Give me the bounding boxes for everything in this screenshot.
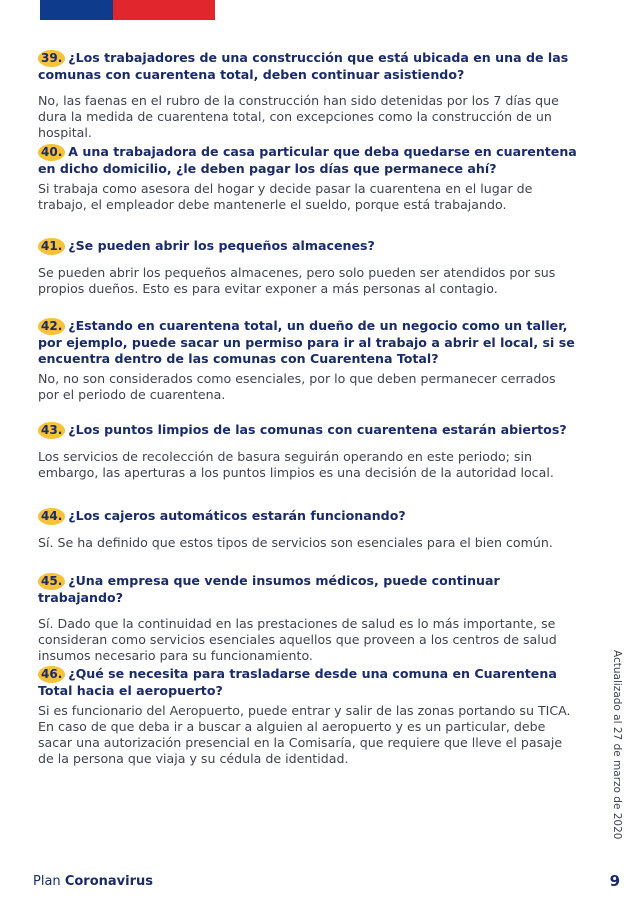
faq-item-40	[38, 144, 578, 213]
question-text: ¿Qué se necesita para trasladarse desde una comuna en Cuarentena Total hacia el aeropuerto?	[38, 666, 557, 698]
faq-question	[38, 50, 578, 83]
question-text: ¿Los trabajadores de una construcción que está ubicada en una de las comunas con cuarentena total, deben continuar asistiendo?	[38, 50, 569, 82]
updated-date-note: Actualizado al 27 de marzo de 2020	[611, 650, 623, 840]
question-number: 45.	[38, 573, 65, 590]
faq-answer: No, las faenas en el rubro de la construcción han sido detenidas por los 7 días que dura la medida de cuarentena total, con excepciones como la construcción de un hospital.	[38, 93, 559, 140]
faq-item-43	[38, 422, 578, 481]
question-text: ¿Los puntos limpios de las comunas con cuarentena estarán abiertos?	[68, 422, 567, 437]
faq-answer: Los servicios de recolección de basura seguirán operando en este periodo; sin embargo, las aperturas a los puntos limpios es una decisión de la autoridad local.	[38, 449, 554, 480]
question-number: 44.	[38, 508, 65, 525]
faq-question	[38, 238, 578, 255]
faq-question	[38, 318, 578, 367]
page-number: 9	[609, 872, 620, 890]
flag-blue-stripe	[40, 0, 113, 20]
question-text: A una trabajadora de casa particular que deba quedarse en cuarentena en dicho domicilio, ¿le deben pagar los días que permanece ahí?	[38, 144, 577, 176]
question-number: 39.	[38, 50, 65, 67]
faq-answer: Se pueden abrir los pequeños almacenes, pero solo pueden ser atendidos por sus propios dueños. Esto es para evitar exponer a más personas al contagio.	[38, 265, 556, 296]
brand-prefix: Plan	[33, 874, 61, 889]
faq-item-45	[38, 573, 578, 664]
faq-answer: No, no son considerados como esenciales, por lo que deben permanecer cerrados por el periodo de cuarentena.	[38, 371, 556, 402]
faq-answer: Sí. Se ha definido que estos tipos de servicios son esenciales para el bien común.	[38, 535, 553, 550]
faq-question	[38, 422, 578, 439]
faq-item-44	[38, 508, 578, 551]
flag-red-stripe	[113, 0, 215, 20]
question-text: ¿Una empresa que vende insumos médicos, puede continuar trabajando?	[38, 573, 500, 605]
flag-bar	[40, 0, 215, 20]
question-number: 42.	[38, 318, 65, 335]
question-text: ¿Se pueden abrir los pequeños almacenes?	[68, 238, 375, 253]
question-number: 46.	[38, 666, 65, 683]
faq-question	[38, 573, 578, 606]
faq-answer: Si trabaja como asesora del hogar y decide pasar la cuarentena en el lugar de trabajo, el empleador debe mantenerle el sueldo, porque está trabajando.	[38, 181, 533, 212]
faq-item-39	[38, 50, 578, 141]
faq-answer: Si es funcionario del Aeropuerto, puede entrar y salir de las zonas portando su TICA. En caso de que deba ir a buscar a alguien al aeropuerto y es un particular, debe sacar una autorización presencial en la Comisaría, que requiere que lleve el pasaje de la persona que viaja y su cédula de identidad.	[38, 703, 571, 766]
footer-brand	[33, 874, 153, 889]
faq-answer: Sí. Dado que la continuidad en las prestaciones de salud es lo más importante, se consideran como servicios esenciales aquellos que proveen a los centros de salud insumos necesario para su funcionamiento.	[38, 616, 557, 663]
faq-question	[38, 666, 578, 699]
faq-item-46	[38, 666, 578, 767]
question-number: 40.	[38, 144, 65, 161]
question-number: 41.	[38, 238, 65, 255]
faq-question	[38, 144, 578, 177]
question-number: 43.	[38, 422, 65, 439]
question-text: ¿Los cajeros automáticos estarán funcionando?	[68, 508, 406, 523]
brand-name: Coronavirus	[64, 874, 153, 889]
faq-item-42	[38, 318, 578, 403]
faq-item-41	[38, 238, 578, 297]
question-text: ¿Estando en cuarentena total, un dueño de un negocio como un taller, por ejemplo, puede sacar un permiso para ir al trabajo a abrir el local, si se encuentra dentro de las comunas con Cuarentena Total?	[38, 318, 575, 366]
faq-question	[38, 508, 578, 525]
